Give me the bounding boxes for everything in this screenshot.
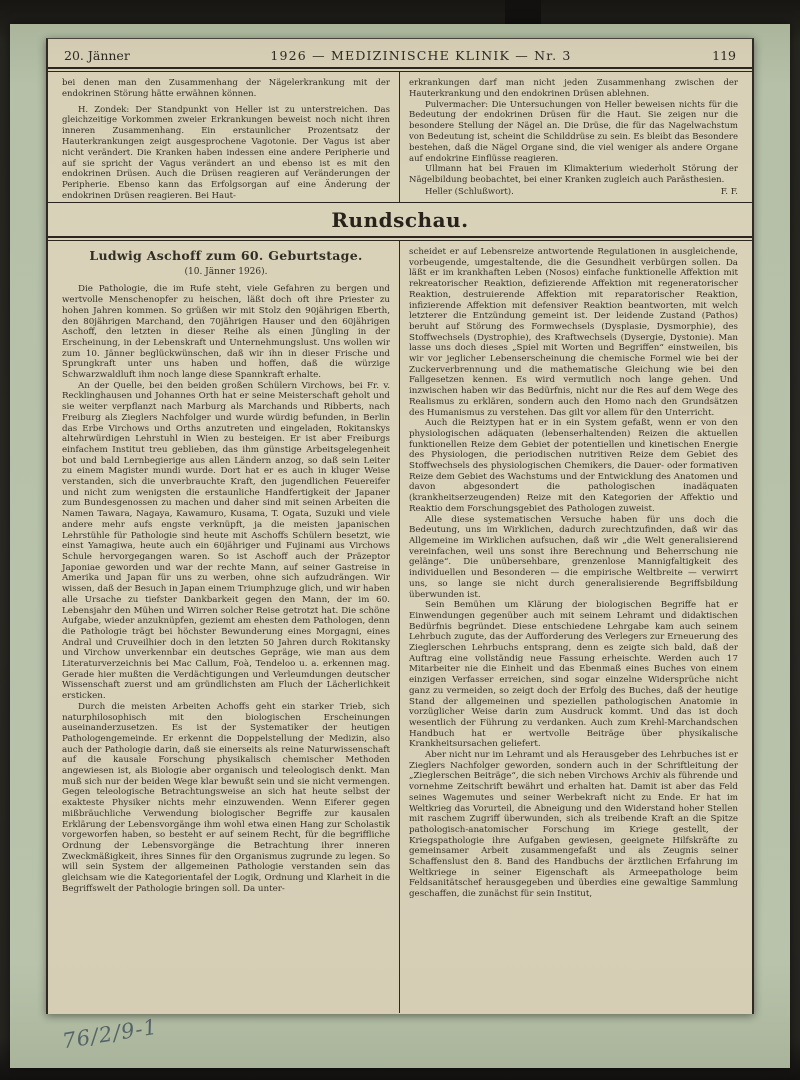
top-section	[48, 72, 752, 202]
journal-title: 1926 — MEDIZINISCHE KLINIK — Nr. 3	[270, 48, 572, 63]
article-subtitle: (10. Jänner 1926).	[184, 266, 268, 277]
section-heading-wrap	[48, 203, 752, 236]
article-left-column	[48, 241, 400, 1013]
paragraph: erkrankungen darf man nicht jeden Zusammenhang zwischen der Hauterkrankung und den endokrinen Drüsen ablehnen.	[409, 78, 738, 99]
paragraph: scheidet er auf Lebensreize antwortende Regulationen in ausgleichende, vorbeugende, umgestaltende, die die Gesundheit verbürgen sollen. Da läßt er im krankhaften Leben (Nosos) einfache funktionelle Affektion mit rekreatorischer Reaktion, defizierende Affektion mit regeneratorischer Reaktion, destruierende Affektion mit reparatorischer Reaktion, infizierende Affektion mit defensiver Reaktion beantworten, mit welch letzterer die Entzündung gemeint ist. Der leidende Zustand (Pathos) beruht auf Störung des Formwechsels (Dysplasie, Dysmorphie), des Stoffwechsels (Dystrophie), des Kraftwechsels (Dysergie, Dystonie). Man lasse uns doch dieses „Spiel mit Worten und Begriffen“ einstweilen, bis wir vor jeglicher Lebenserscheinung die chemische Formel wie bei der Zuckerverbrennung und die mathematische Gleichung wie bei den Fallgesetzen kennen. Es wird vermutlich noch lange gehen. Und inzwischen haben wir das Bedürfnis, nicht nur die Res auf dem Wege des Realismus zu erklären, sondern auch den Homo nach den Grundsätzen des Humanismus zu verstehen. Das gilt vor allem für den Unterricht.	[409, 247, 738, 418]
closing-text: Heller (Schlußwort).	[425, 186, 514, 197]
handwritten-annotation: 76/2/9-1	[60, 1014, 160, 1054]
closing-line	[409, 187, 738, 198]
paragraph: Durch die meisten Arbeiten Achoffs geht ein starker Trieb, sich naturphilosophisch mit den biologischen Erscheinungen auseinanderzusetzen. Es ist der Systematiker der heutigen Pathologengemeinde. Er erkennt die Doppelstellung der Medizin, also auch der Pathologie darin, daß sie einerseits als reine Naturwissenschaft auf die kausale Forschung physikalisch chemischer Methoden angewiesen ist, als Biologie aber organisch und teleologisch denkt. Man muß sich nur der beiden Wege klar bewußt sein und sie nicht vermengen. Gegen teleologische Betrachtungsweise an sich hat heute selbst der exakteste Physiker nichts mehr einzuwenden. Wenn Eiferer gegen mißbräuchliche Verwendung biologischer Begriffe zur kausalen Erklärung der Lebensvorgänge ihm wohl etwa einen Hang zur Scholastik vorgeworfen haben, so besteht er auf seinem Recht, für die begriffliche Ordnung der Lebensvorgänge die Betrachtung ihrer inneren Zweckmäßigkeit, ihres Sinnes für den Organismus zugrunde zu legen. So will sein System der allgemeinen Pathologie verstanden sein das gleichsam wie die Kategorientafel der Logik, Ordnung und Klarheit in die Begriffswelt der Pathologie bringen soll. Da unter-	[62, 701, 390, 894]
header-date: 20. Jänner	[64, 48, 130, 63]
article-title: Ludwig Aschoff zum 60. Geburtstage.	[89, 248, 363, 263]
paragraph: Alle diese systematischen Versuche haben für uns doch die Bedeutung, uns im Wirklichen, dadurch zurechtzufinden, daß wir das Allgemeine im Wirklichen aufsuchen, daß wir „die Welt generalisierend vereinfachen, weil uns sonst ihre Berechnung und Beherrschung nie gelänge“. Die unübersehbare, grenzenlose Mannigfaltigkeit des individuellen und Besonderen — die empirische Weltbreite — verwirrt uns, so lange sie nicht durch generalisierende Begriffsbildung überwunden ist.	[409, 514, 738, 600]
article-right-column	[400, 241, 752, 1013]
paragraph: Sein Bemühen um Klärung der biologischen Begriffe hat er Einwendungen gegenüber auch mit seinem Lehramt und didaktischen Bedürfnis begründet. Diese entschiedene Lehrgabe kam auch seinem Lehrbuch zugute, das der Aufforderung des Verlegers zur Erneuerung des Zieglerschen Lehrbuchs entsprang, denn es zeigte sich bald, daß der Auftrag eine vollständig neue Fassung erheischte. Werden auch 17 Mitarbeiter nie die Einheit und das Ebenmaß eines Buches von einem einzigen Verfasser erreichen, sind sogar einzelne Widersprüche nicht ganz zu vermeiden, so zeigt doch der Erfolg des Buches, daß der heutige Stand der allgemeinen und speziellen pathologischen Anatomie in vorzüglicher Weise darin zum Ausdruck kommt. Und das ist doch wesentlich der Führung zu verdanken. Auch zum Krehl-Marchandschen Handbuch hat er wertvolle Beiträge über physikalische Krankheitsursachen geliefert.	[409, 600, 738, 750]
top-right-column	[400, 72, 752, 202]
journal-page	[46, 38, 754, 1014]
top-left-column	[48, 72, 400, 202]
paragraph: bei denen man den Zusammenhang der Nägelerkrankung mit der endokrinen Störung hätte erwähnen können.	[62, 78, 390, 99]
paragraph: Die Pathologie, die im Rufe steht, viele Gefahren zu bergen und wertvolle Menschenopfer zu heischen, läßt doch oft ihre Priester zu hohen Jahren kommen. So grüßen wir mit Stolz den 90jährigen Eberth, den 80jährigen Marchand, den 70jährigen Hauser und den 60jährigen Aschoff, den letzten in dieser Reihe als einen Jüngling in der Erscheinung, in der Lebenskraft und Unternehmungslust. Uns wollen wir zum 10. Jänner beglückwünschen, daß wir ihn in dieser Frische und Sprungkraft unter uns haben und hoffen, daß die würzige Schwarzwaldluft ihm noch lange diese Spannkraft erhalte.	[62, 284, 390, 381]
scan-top-notch	[505, 0, 541, 26]
paragraph: Ullmann hat bei Frauen im Klimakterium wiederholt Störung der Nägelbildung beobachtet, bei einer Kranken zugleich auch Parästhesien.	[409, 164, 738, 186]
paragraph: Aber nicht nur im Lehramt und als Herausgeber des Lehrbuches ist er Zieglers Nachfolger geworden, sondern auch in der Schriftleitung der „Zieglerschen Beiträge“, die sich neben Virchows Archiv als führende und vornehme Zeitschrift bewährt und erhalten hat. Damit ist aber das Feld seines Wagemutes und seiner Werbekraft nicht zu Ende. Er hat im Weltkrieg das Vorurteil, die Abneigung und den Widerstand hoher Stellen mit raschem Zugriff überwunden, sich als treibende Kraft an die Spitze pathologisch-anatomischer Forschung im Kriege gestellt, der Kriegspathologie ihre Aufgaben gewiesen, geeignete Hilfskräfte zu gemeinsamer Arbeit zusammengefaßt und als Zeugnis seiner Schaffenslust den 8. Band des Handbuchs der ärztlichen Erfahrung im Weltkriege in seiner Eigenschaft als Armeepathologe beim Feldsanitätschef herausgegeben und überdies eine gewaltige Sammlung geschaffen, die zunächst für sein Institut,	[409, 750, 738, 900]
paragraph: Auch die Reiztypen hat er in ein System gefaßt, wenn er von den physiologischen adäquaten (lebenserhaltenden) Reizen die aktuellen funktionellen Reize dem Gebiet der potentiellen und kinetischen Energie des Physiologen, die periodischen nutritiven Reize dem Gebiet des Stoffwechsels des physiologischen Chemikers, die Dauer- oder formativen Reize dem Gebiet des Wachstums und der Entwicklung des Anatomen und davon abgesondert die pathologischen inadäquaten (krankheitserzeugenden) Reize mit den Kategorien der Affektio und Reaktio dem Forschungsgebiet des Pathologen zuweist.	[409, 418, 738, 514]
closing-signature: F. F.	[720, 186, 738, 197]
section-heading: Rundschau.	[331, 208, 469, 232]
article-section	[48, 241, 752, 1013]
paragraph: An der Quelle, bei den beiden großen Schülern Virchows, bei Fr. v. Recklinghausen und Johannes Orth hat er seine Meisterschaft geholt und sie weiter verpflanzt nach Marburg als Marchands und Ribberts, nach Freiburg als Zieglers Nachfolger und wurde würdig befunden, in Berlin das Erbe Virchows und Orths anzutreten und eingeladen, Rokitanskys altehrwürdigen Lehrstuhl in Wien zu besteigen. Er ist aber Freiburgs einfachem Institut treu geblieben, das ihm günstige Arbeitsgelegenheit bot und bald Lernbegierige aus allen Ländern anzog, so daß sein Leiter zu einem Magister mundi wurde. Dort hat er es auch in kluger Weise verstanden, sich die unverbrauchte Kraft, den jugendlichen Feuereifer und nicht zum wenigsten die erstaunliche Handfertigkeit der Japaner zum Bundesgenossen zu machen und daher sind mit seinen Arbeiten die Namen Tawara, Nagaya, Kawamuro, Kusama, T. Ogata, Suzuki und viele andere mehr aufs engste verknüpft, ja die meisten japanischen Lehrstühle für Pathologie sind heute mit Aschoffs Schülern besetzt, wie einst Yamagiwa, heute auch ein 60jähriger und Fujinami aus Virchows Schule hervorgegangen waren. So ist Aschoff auch der Präzeptor Japoniae geworden und war der rechte Mann, auf seiner Gastreise in Amerika und Japan für uns zu werben, ohne sich aufzudrängen. Wir wissen, daß der Besuch in Japan einem Triumphzuge glich, und wir haben alle Ursache zu tiefster Dankbarkeit gegen den Mann, der im 60. Lebensjahr den Mühen und Wirren solcher Reise getrotzt hat. Die schöne Aufgabe, wieder anzuknüpfen, geziemt am ehesten dem Pathologen, denn die Pathologie trägt bei höchster Bewunderung eines Morgagni, eines Andral und Cruveilhier doch in den letzten 50 Jahren durch Rokitansky und Virchow unverkennbar ein deutsches Gepräge, wie man aus dem Literaturverzeichnis bei Mac Callum, Foà, Tendeloo u. a. erkennen mag. Gerade hier mußten die Verdächtigungen und Verleumdungen deutscher Wissenschaft zuerst und am gründlichsten am Fluch der Lächerlichkeit ersticken.	[62, 380, 390, 702]
page-number: 119	[712, 48, 736, 63]
paragraph: Pulvermacher: Die Untersuchungen von Heller beweisen nichts für die Bedeutung der endokrinen Drüsen für die Haut. Sie zeigen nur die besondere Stellung der Nägel an. Die Drüse, die für das Nagelwachstum von Bedeutung ist, scheint die Schilddrüse zu sein. Es bleibt das Besondere bestehen, daß die Nägel Organe sind, die viel weniger als andere Organe auf endokrine Einflüsse reagieren.	[409, 99, 738, 164]
paragraph: H. Zondek: Der Standpunkt von Heller ist zu unterstreichen. Das gleichzeitige Vorkommen zweier Erkrankungen beweist noch nicht ihren inneren Zusammenhang. Ein erstaunlicher Prozentsatz der Hauterkrankungen zeigt ausgesprochene Vagotonie. Der Vagus ist aber nicht verändert. Die Kranken haben indessen eine andere Peripherie und auf sie spricht der Vagus verändert an und ebenso ist es mit den endokrinen Drüsen. Auch die Drüsen reagieren auf Veränderungen der Peripherie. Ebenso kann das Erfolgsorgan auf eine Änderung der endokrinen Drüsen reagieren. Bei Haut-	[62, 104, 390, 201]
page-header	[48, 39, 752, 67]
